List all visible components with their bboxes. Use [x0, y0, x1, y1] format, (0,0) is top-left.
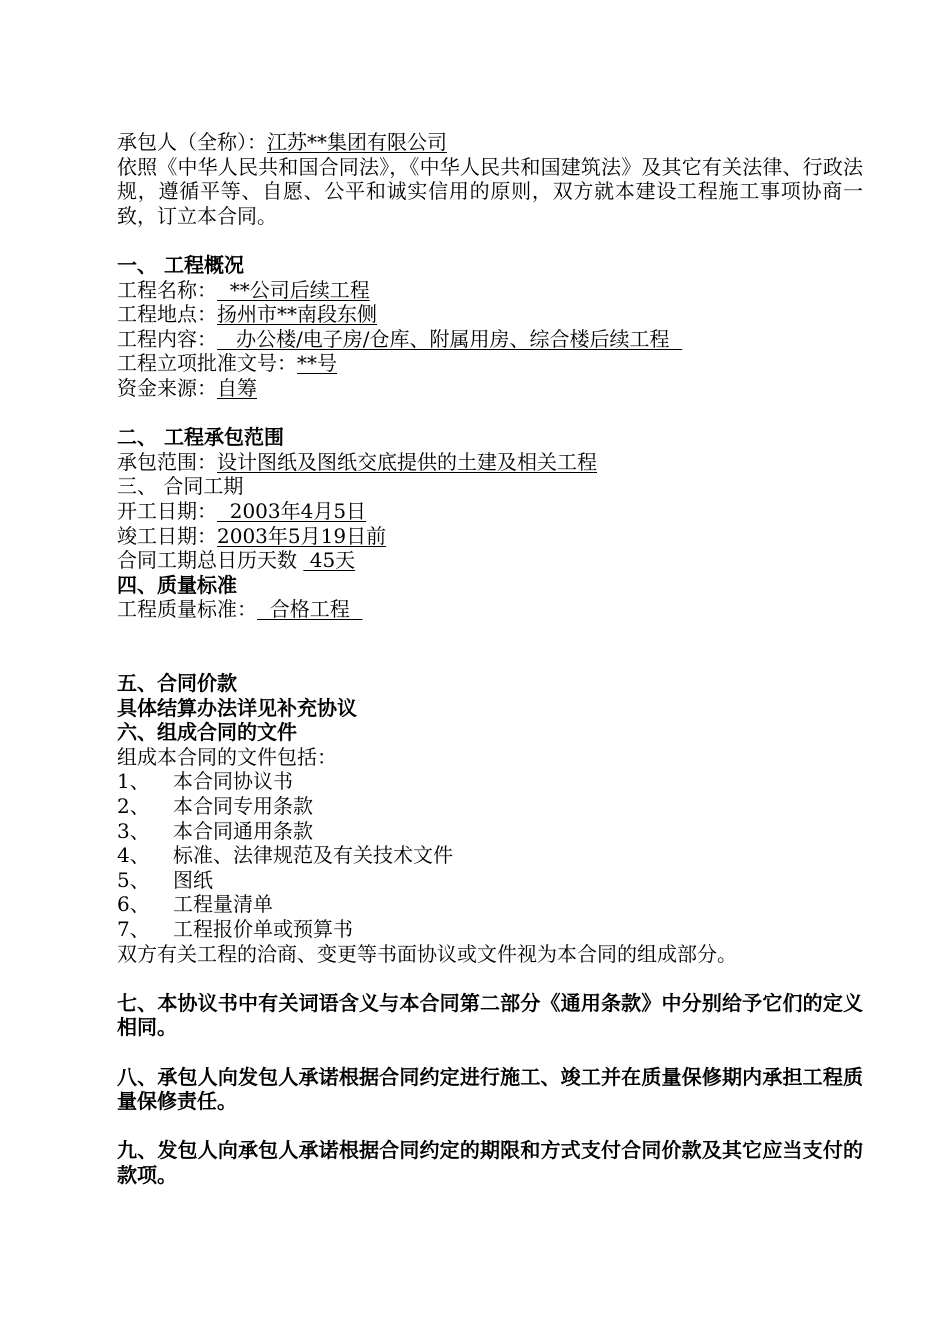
list-item-number: 7、	[117, 917, 150, 941]
project-location-line	[117, 302, 863, 327]
quality-line	[117, 597, 863, 622]
quality-value: 合格工程	[257, 597, 363, 622]
project-name-value: **公司后续工程	[217, 277, 370, 302]
section1-heading: 一、 工程概况	[117, 252, 244, 277]
contract-document	[117, 130, 863, 1188]
start-date-line	[117, 499, 863, 524]
contractor-value: 江苏**集团有限公司	[267, 130, 447, 154]
section8-paragraph: 八、承包人向发包人承诺根据合同约定进行施工、竣工并在质量保修期内承担工程质量保修责任。	[117, 1064, 863, 1114]
project-name-label: 工程名称：	[117, 277, 217, 302]
spacer	[117, 646, 863, 671]
spacer	[117, 1040, 863, 1065]
list-item	[117, 794, 863, 819]
total-days-value: 45天	[303, 548, 356, 573]
spacer	[117, 228, 863, 253]
documents-intro: 组成本合同的文件包括：	[117, 744, 337, 769]
spacer	[117, 622, 863, 647]
section3-heading: 三、 合同工期	[117, 474, 244, 499]
documents-closing: 双方有关工程的洽商、变更等书面协议或文件视为本合同的组成部分。	[117, 941, 737, 966]
list-item-text: 工程量清单	[173, 892, 273, 917]
section2-heading: 二、 工程承包范围	[117, 425, 284, 450]
section6-heading: 六、组成合同的文件	[117, 720, 297, 745]
project-location-label: 工程地点：	[117, 302, 217, 327]
contractor-label: 承包人（全称）：	[117, 130, 267, 154]
spacer	[117, 1114, 863, 1139]
funding-source-value: 自筹	[217, 375, 257, 400]
list-item	[117, 917, 863, 942]
contractor-line	[117, 130, 863, 155]
list-item-text: 标准、法律规范及有关技术文件	[173, 843, 453, 868]
total-days-line	[117, 548, 863, 573]
project-content-label: 工程内容：	[117, 326, 217, 351]
section9-paragraph: 九、发包人向承包人承诺根据合同约定的期限和方式支付合同价款及其它应当支付的款项。	[117, 1138, 863, 1187]
scope-label: 承包范围：	[117, 449, 217, 474]
list-item-number: 1、	[117, 769, 150, 794]
funding-source-line	[117, 376, 863, 401]
project-name-line	[117, 278, 863, 303]
section5-heading: 五、合同价款	[117, 671, 237, 696]
section5-detail: 具体结算办法详见补充协议	[117, 695, 357, 720]
scope-value: 设计图纸及图纸交底提供的土建及相关工程	[217, 449, 597, 474]
total-days-label: 合同工期总日历天数	[117, 548, 304, 573]
list-item	[117, 819, 863, 844]
scope-line	[117, 450, 863, 475]
list-item-number: 3、	[117, 818, 150, 843]
quality-label: 工程质量标准：	[117, 597, 257, 622]
list-item	[117, 769, 863, 794]
project-content-value: 办公楼/电子房/仓库、附属用房、综合楼后续工程	[217, 326, 683, 351]
project-approval-value: **号	[297, 351, 337, 376]
list-item-text: 本合同通用条款	[173, 818, 313, 843]
end-date-value: 2003年5月19日前	[217, 523, 387, 548]
start-date-label: 开工日期：	[117, 498, 217, 523]
list-item-text: 图纸	[173, 867, 213, 892]
start-date-value: 2003年4月5日	[217, 498, 367, 523]
project-approval-line	[117, 351, 863, 376]
list-item-number: 5、	[117, 867, 150, 892]
list-item-number: 6、	[117, 892, 150, 917]
project-location-value: 扬州市**南段东侧	[217, 302, 377, 327]
spacer	[117, 966, 863, 991]
list-item-text: 工程报价单或预算书	[173, 917, 353, 941]
spacer	[117, 401, 863, 426]
funding-source-label: 资金来源：	[117, 375, 217, 400]
end-date-line	[117, 524, 863, 549]
list-item-text: 本合同协议书	[173, 769, 293, 794]
list-item-number: 4、	[117, 843, 150, 868]
project-content-line	[117, 327, 863, 352]
list-item-number: 2、	[117, 794, 150, 819]
preamble-paragraph: 依照《中华人民共和国合同法》，《中华人民共和国建筑法》及其它有关法律、行政法规，遵循平等、自愿、公平和诚实信用的原则，双方就本建设工程施工事项协商一致，订立本合同。	[117, 154, 863, 228]
section4-heading: 四、质量标准	[117, 572, 237, 597]
list-item	[117, 892, 863, 917]
list-item	[117, 868, 863, 893]
list-item	[117, 843, 863, 868]
project-approval-label: 工程立项批准文号：	[117, 351, 297, 376]
end-date-label: 竣工日期：	[117, 523, 217, 548]
section7-paragraph: 七、本协议书中有关词语含义与本合同第二部分《通用条款》中分别给予它们的定义相同。	[117, 990, 863, 1040]
list-item-text: 本合同专用条款	[173, 794, 313, 819]
